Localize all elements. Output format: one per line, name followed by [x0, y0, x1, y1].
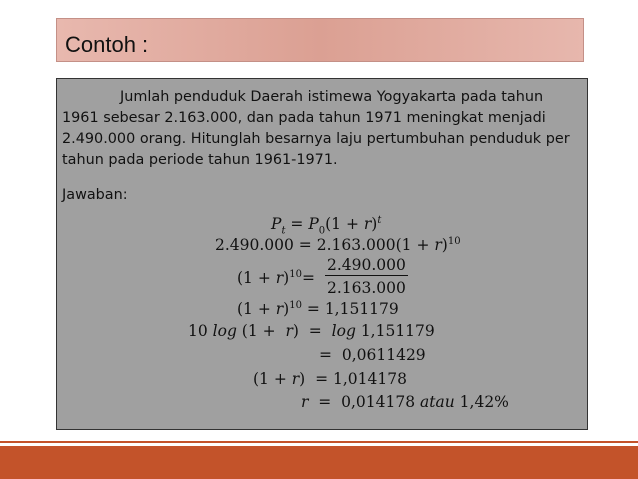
eq3-denominator: 2.163.000: [327, 279, 406, 297]
footer-band: [0, 446, 638, 479]
equation-6: = 0,0611429: [319, 346, 426, 364]
eq8-value: 0,014178: [341, 393, 416, 411]
footer-line: [0, 441, 638, 443]
eq8-percent: 1,42%: [459, 393, 509, 411]
problem-statement: [62, 87, 584, 171]
example-content-box: [56, 78, 588, 430]
eq2-rhs: 2.163.000: [316, 236, 396, 255]
equation-1: $P_t = P_0(1 + r)^t$: [271, 215, 382, 237]
answer-label: Jawaban:: [62, 187, 128, 203]
problem-text: Jumlah penduduk Daerah istimewa Yogyakarta pada tahun 1961 sebesar 2.163.000, dan pada tahun 1971 meningkat menjadi 2.490.000 orang. Hitunglah besarnya laju pertumbuhan penduduk per tahun pada periode tahun 1961-1971.: [62, 89, 570, 168]
equation-2: $2.490.000 = 2.163.000(1 + r)^{10}$: [215, 236, 461, 255]
eq8-atau: atau: [420, 393, 455, 411]
slide-title: Contoh :: [65, 32, 149, 57]
eq6-value: 0,0611429: [341, 346, 426, 364]
eq3-numerator: 2.490.000: [327, 256, 406, 274]
equation-3-fraction: [325, 256, 408, 297]
eq4-value: 1,151179: [324, 300, 399, 319]
equation-5: 10 log (1 + r) = log 1,151179: [188, 322, 435, 340]
equation-4: $(1 + r)^{10} = 1,151179$: [237, 300, 399, 319]
equation-3-lhs: $(1 + r)^{10}=$: [237, 269, 315, 288]
eq7-value: 1,014178: [333, 370, 407, 388]
equation-8: r = 0,014178 atau 1,42%: [301, 393, 509, 411]
equation-7: (1 + r) = 1,014178: [253, 370, 407, 388]
slide-title-bar: [56, 18, 584, 62]
eq5-value: 1,151179: [360, 322, 435, 340]
